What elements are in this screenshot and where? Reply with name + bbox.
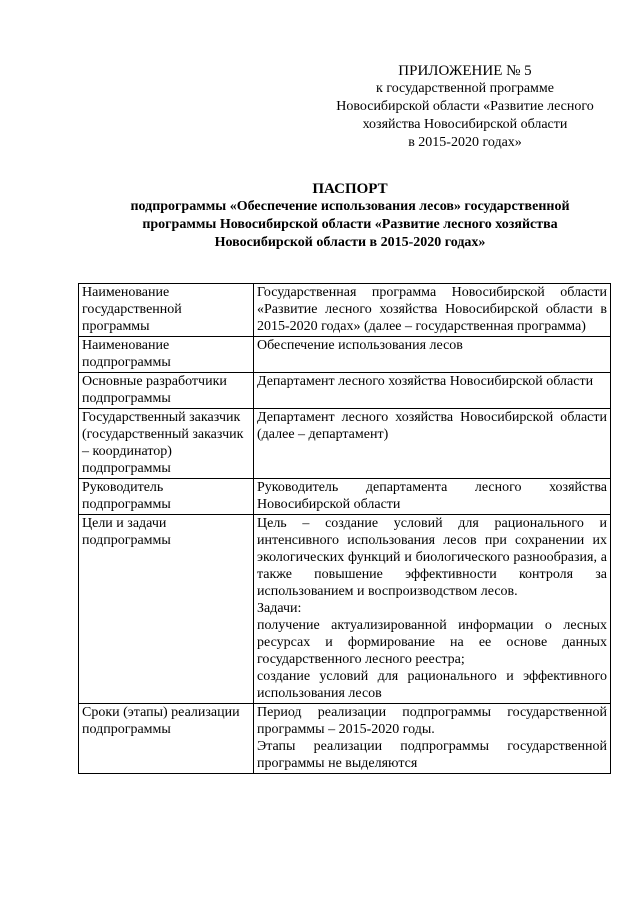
passport-title-block [60, 180, 640, 252]
row-value [254, 337, 611, 373]
row-label: Наименование подпрограммы [79, 337, 254, 373]
table-row [79, 373, 611, 409]
row-value-paragraph: Руководитель департамента лесного хозяйства Новосибирской области [257, 480, 607, 512]
row-label: Основные разработчики подпрограммы [79, 373, 254, 409]
appendix-title: ПРИЛОЖЕНИЕ № 5 [398, 63, 532, 79]
passport-subtitle-line: программы Новосибирской области «Развитие лесного хозяйства [142, 217, 558, 232]
table-row [79, 337, 611, 373]
passport-title: ПАСПОРТ [312, 181, 388, 197]
row-value [254, 704, 611, 774]
table-row [79, 284, 611, 337]
passport-subtitle-line: Новосибирской области в 2015-2020 годах» [214, 235, 486, 250]
table-row [79, 515, 611, 704]
row-value [254, 479, 611, 515]
row-value-paragraph: получение актуализированной информации о лесных ресурсах и формирование на ее основе данных государственного лесного реестра; [257, 618, 607, 667]
table-row [79, 704, 611, 774]
row-value-paragraph: создание условий для рационального и эффективного использования лесов [257, 669, 607, 701]
row-value-paragraph: Задачи: [257, 601, 302, 616]
appendix-line: Новосибирской области «Развитие лесного [336, 99, 594, 114]
table-row [79, 479, 611, 515]
row-label: Государственный заказчик (государственный заказчик – координатор) подпрограммы [79, 409, 254, 479]
appendix-line: в 2015-2020 годах» [408, 135, 522, 150]
row-value [254, 409, 611, 479]
row-value-paragraph: Государственная программа Новосибирской области «Развитие лесного хозяйства Новосибирской области в 2015-2020 годах» (далее – государственная программа) [257, 285, 607, 334]
row-value [254, 515, 611, 704]
row-label: Руководитель подпрограммы [79, 479, 254, 515]
row-value-paragraph: Период реализации подпрограммы государственной программы – 2015-2020 годы. [257, 705, 607, 737]
row-value [254, 284, 611, 337]
appendix-line: к государственной программе [376, 81, 554, 96]
table-row [79, 409, 611, 479]
row-value-paragraph: Департамент лесного хозяйства Новосибирской области (далее – департамент) [257, 410, 607, 442]
appendix-header [300, 62, 630, 152]
appendix-line: хозяйства Новосибирской области [362, 117, 568, 132]
row-value-paragraph: Департамент лесного хозяйства Новосибирской области [257, 374, 594, 389]
row-value-paragraph: Этапы реализации подпрограммы государственной программы не выделяются [257, 739, 607, 771]
row-label: Цели и задачи подпрограммы [79, 515, 254, 704]
passport-table [78, 283, 611, 774]
passport-subtitle-line: подпрограммы «Обеспечение использования лесов» государственной [130, 199, 570, 214]
row-value-paragraph: Цель – создание условий для рационального и интенсивного использования лесов при сохранении их экологических функций и биологического разнообразия, а также повышение эффективности контроля за использованием и воспроизводством лесов. [257, 516, 607, 599]
row-value-paragraph: Обеспечение использования лесов [257, 338, 463, 353]
row-label: Наименование государственной программы [79, 284, 254, 337]
row-value [254, 373, 611, 409]
row-label: Сроки (этапы) реализации подпрограммы [79, 704, 254, 774]
